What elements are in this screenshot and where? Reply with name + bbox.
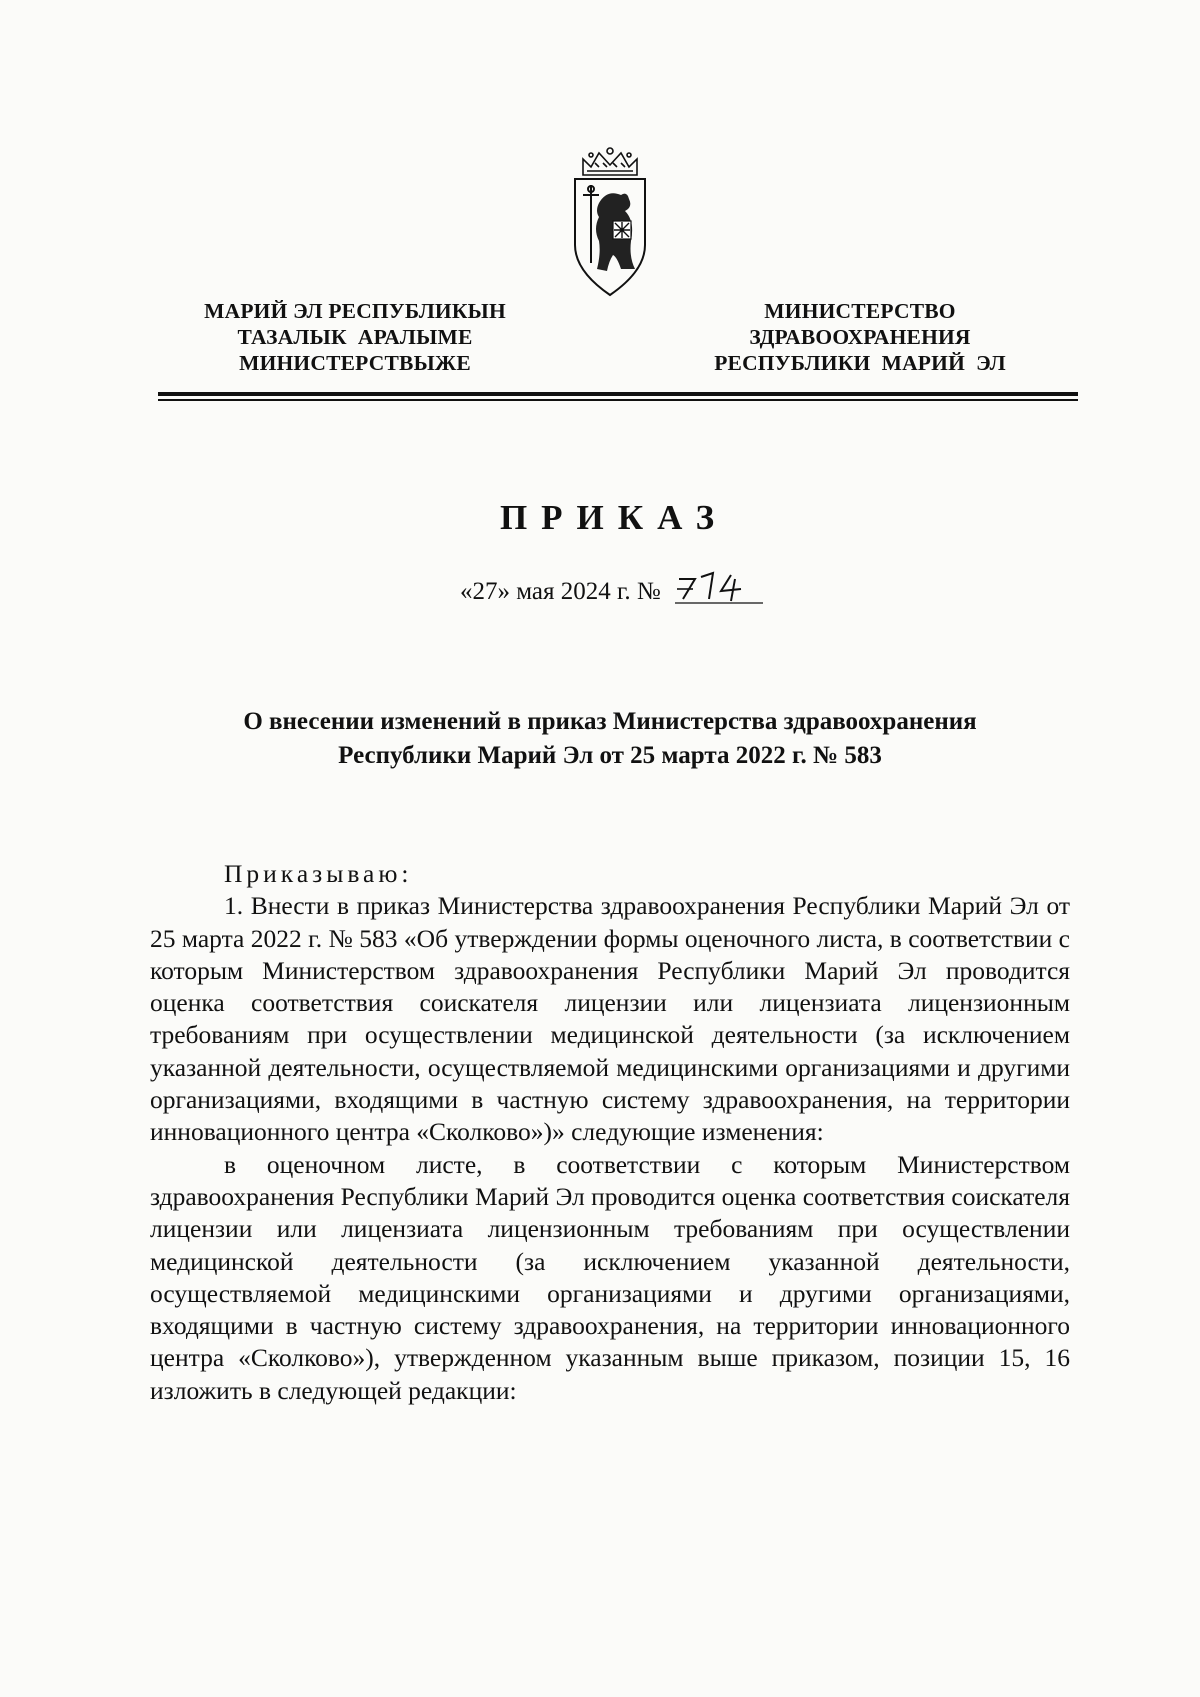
document-title: ПРИКАЗ xyxy=(499,498,729,537)
subject-line: Республики Марий Эл от 25 марта 2022 г. № 583 xyxy=(338,742,882,769)
org-name-russian xyxy=(690,298,1030,376)
org-name-mari xyxy=(185,298,525,376)
org-line: ЗДРАВООХРАНЕНИЯ xyxy=(749,325,971,349)
document-body xyxy=(150,858,1070,1407)
handwritten-number xyxy=(673,575,765,605)
org-line: МАРИЙ ЭЛ РЕСПУБЛИКЫН xyxy=(204,299,506,323)
crown-icon xyxy=(583,148,637,175)
header-divider-thin xyxy=(158,399,1078,401)
document-subject xyxy=(140,705,1080,773)
org-line: ТАЗАЛЫК АРАЛЫМЕ xyxy=(237,325,473,349)
org-line: МИНИСТЕРСТВЫЖЕ xyxy=(239,351,471,375)
org-line: РЕСПУБЛИКИ МАРИЙ ЭЛ xyxy=(714,351,1006,375)
coat-of-arms-emblem xyxy=(569,145,651,301)
body-paragraph: 1. Внести в приказ Министерства здравоохранения Республики Марий Эл от 25 марта 2022 г. № 583 «Об утверждении формы оценочного листа, в соответствии с которым Министерством здравоохранения Республики Марий Эл проводится оценка соответствия соискателя лицензии или лицензиата лицензионным требованиям при осуществлении медицинской деятельности (за исключением указанной деятельности, осуществляемой медицинскими организациями и другими организациями, входящими в частную систему здравоохранения, на территории инновационного центра «Сколково»)» следующие изменения: xyxy=(150,891,1070,1147)
subject-line: О внесении изменений в приказ Министерства здравоохранения xyxy=(243,708,977,735)
document-date: «27» мая 2024 г. № xyxy=(460,578,661,605)
document-date-number xyxy=(460,575,765,606)
body-paragraph: в оценочном листе, в соответствии с которым Министерством здравоохранения Республики Марий Эл проводится оценка соответствия соискателя лицензии или лицензиата лицензионным требованиям при осуществлении медицинской деятельности (за исключением указанной деятельности, осуществляемой медицинскими организациями и другими организациями, входящими в частную систему здравоохранения, на территории инновационного центра «Сколково»), утвержденном указанным выше приказом, позиции 15, 16 изложить в следующей редакции: xyxy=(150,1149,1070,1405)
org-line: МИНИСТЕРСТВО xyxy=(764,299,956,323)
order-lead: Приказываю: xyxy=(224,859,413,888)
header-divider xyxy=(158,392,1078,396)
